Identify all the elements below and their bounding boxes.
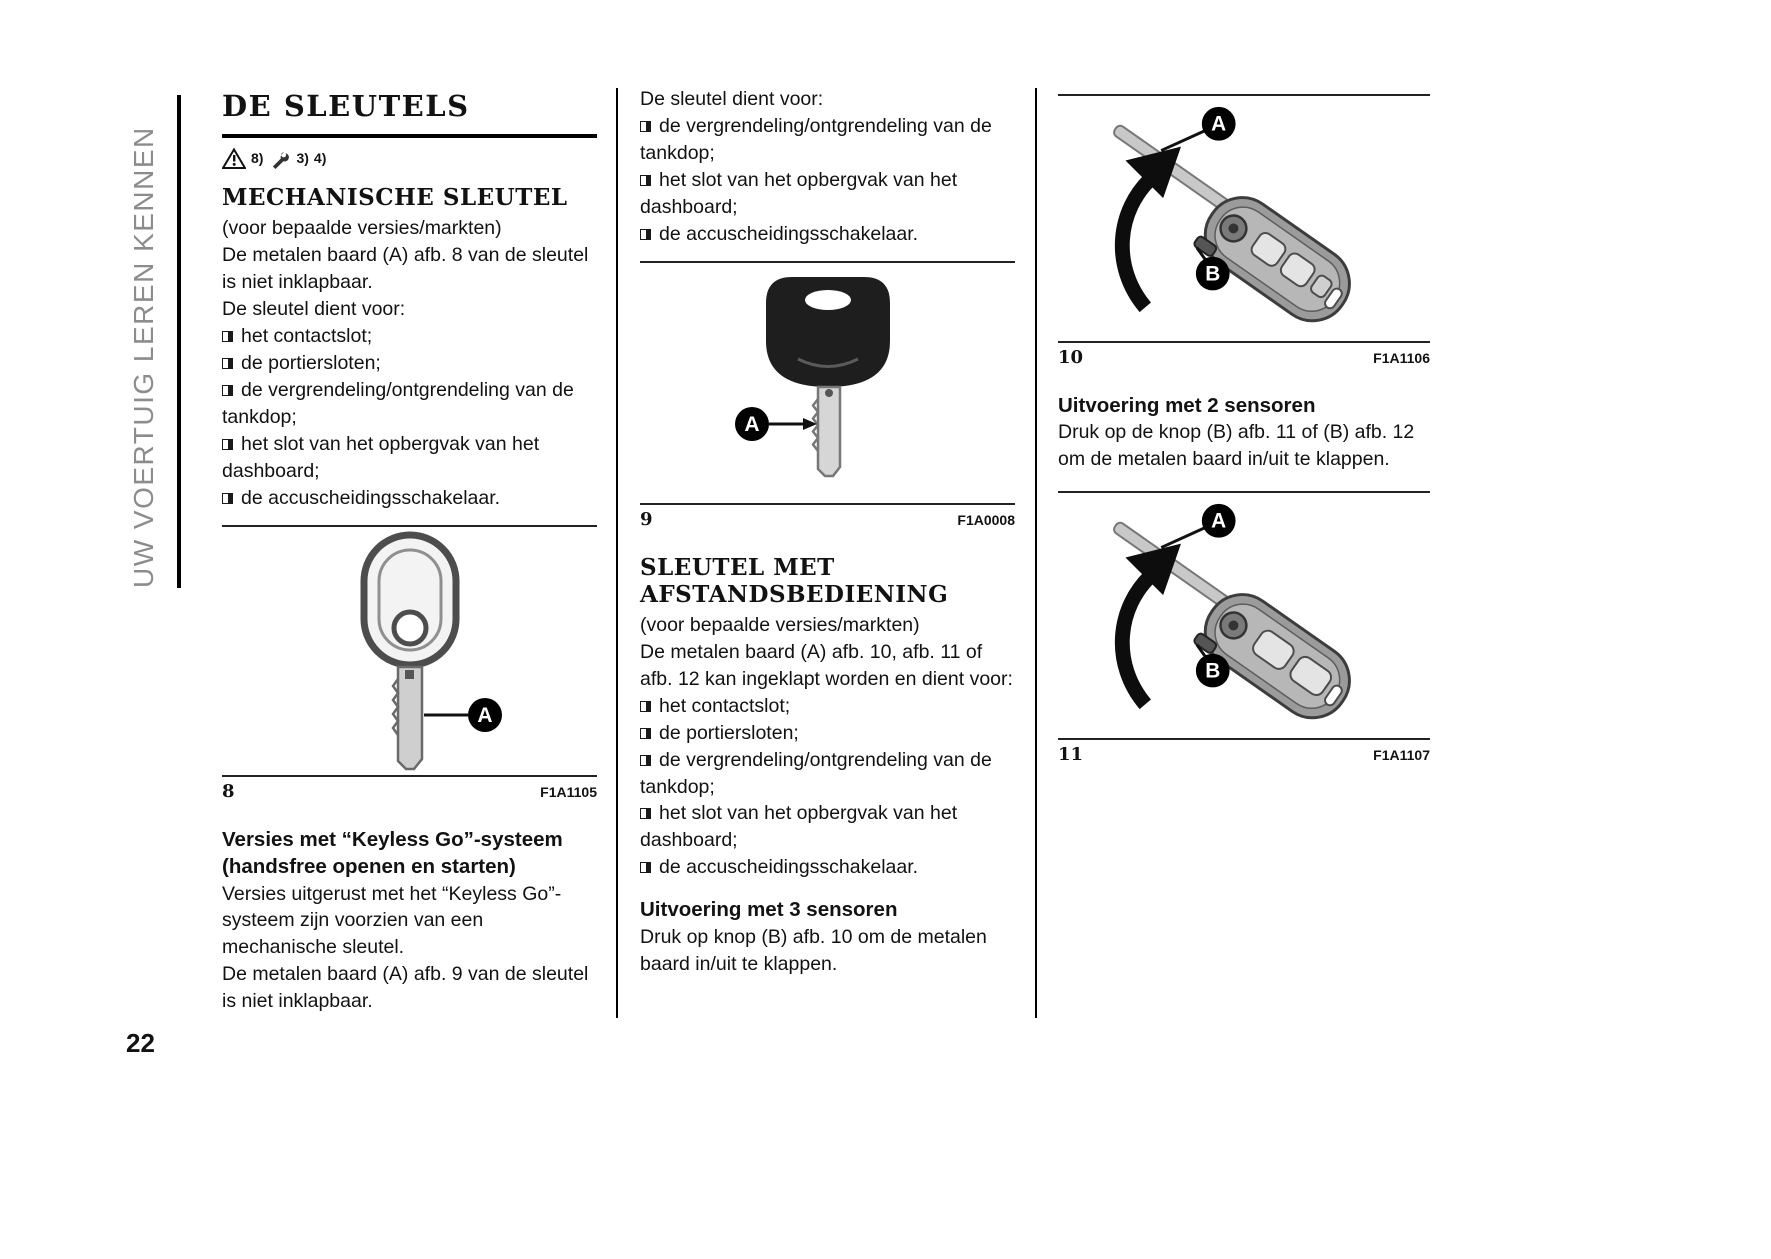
warning-triangle-icon xyxy=(222,148,246,169)
market-note: (voor bepaalde versies/markten) xyxy=(222,217,502,240)
square-bullet-icon xyxy=(222,385,233,396)
sidebar-vertical-rule xyxy=(177,95,181,588)
list-item xyxy=(222,350,597,377)
square-bullet-icon xyxy=(640,229,651,240)
figure-code: F1A1107 xyxy=(1373,747,1430,764)
wrench-icon xyxy=(268,149,291,169)
figure-caption xyxy=(1058,740,1430,768)
square-bullet-icon xyxy=(640,175,651,186)
figure-code: F1A0008 xyxy=(957,512,1015,529)
paragraph: De sleutel dient voor: xyxy=(222,298,406,321)
list-item xyxy=(640,167,1015,221)
figure-9 xyxy=(640,261,1015,533)
warning-ref-number: 4) xyxy=(313,149,327,166)
key-blade xyxy=(818,387,840,476)
figure-8-key-illustration xyxy=(222,527,597,775)
key-functions-list xyxy=(640,113,1015,248)
flip-arrow xyxy=(1122,176,1153,307)
label-a-leader-line xyxy=(1161,528,1205,548)
column-1 xyxy=(222,86,597,1015)
flip-arrow xyxy=(1122,574,1153,705)
paragraph: Versies uitgerust met het “Keyless Go”-systeem zijn voorzien van een mechanische sleutel. xyxy=(222,882,562,959)
square-bullet-icon xyxy=(640,728,651,739)
square-bullet-icon xyxy=(222,331,233,342)
warning-ref-number: 3) xyxy=(296,149,309,166)
subsection-heading: SLEUTEL MET AFSTANDSBEDIENING xyxy=(640,554,949,608)
list-item xyxy=(640,854,1015,881)
square-bullet-icon xyxy=(640,808,651,819)
list-item-text: het slot van het opbergvak van het dashboard; xyxy=(640,168,958,218)
paragraph: De sleutel dient voor: xyxy=(640,88,824,110)
page-number: 22 xyxy=(126,1028,155,1058)
section-title: DE SLEUTELS xyxy=(222,86,597,138)
list-item xyxy=(640,800,1015,854)
figure-label-a: A xyxy=(744,413,760,437)
market-note: (voor bepaalde versies/markten) xyxy=(640,614,920,637)
figure-number: 11 xyxy=(1058,744,1084,766)
list-item xyxy=(640,720,1015,747)
list-item-text: de vergrendeling/ontgrendeling van de tankdop; xyxy=(640,748,992,798)
figure-10-key-illustration xyxy=(1058,96,1430,341)
chapter-sidebar-label: UW VOERTUIG LEREN KENNEN xyxy=(128,126,159,588)
figure-11-key-illustration xyxy=(1058,493,1430,738)
square-bullet-icon xyxy=(222,493,233,504)
list-item xyxy=(222,323,597,350)
three-sensor-heading: Uitvoering met 3 sensoren xyxy=(640,898,898,922)
list-item-text: het slot van het opbergvak van het dashboard; xyxy=(222,432,540,482)
column-3 xyxy=(1058,86,1430,768)
figure-code: F1A1106 xyxy=(1373,350,1430,366)
list-item-text: de portiersloten; xyxy=(659,721,799,744)
list-item-text: de portiersloten; xyxy=(241,351,381,374)
figure-number: 10 xyxy=(1058,347,1084,368)
figure-label-a: A xyxy=(1211,112,1227,136)
figure-label-a: A xyxy=(1211,509,1227,533)
warning-ref-number: 8) xyxy=(251,149,264,166)
key-functions-list xyxy=(640,693,1015,881)
list-item-text: de vergrendeling/ontgrendeling van de tankdop; xyxy=(222,378,574,428)
list-item xyxy=(640,747,1015,801)
paragraph: De metalen baard (A) afb. 8 van de sleutel is niet inklapbaar. xyxy=(222,244,589,294)
column-2 xyxy=(640,86,1015,978)
figure-number: 9 xyxy=(640,509,653,531)
list-item-text: de accuscheidingsschakelaar. xyxy=(241,486,501,509)
figure-8 xyxy=(222,525,597,805)
figure-label-a: A xyxy=(477,704,493,728)
paragraph: De metalen baard (A) afb. 9 van de sleutel is niet inklapbaar. xyxy=(222,963,589,1013)
figure-10 xyxy=(1058,94,1430,371)
square-bullet-icon xyxy=(640,755,651,766)
figure-caption xyxy=(222,777,597,805)
figure-caption xyxy=(1058,343,1430,371)
square-bullet-icon xyxy=(640,862,651,873)
list-item-text: de vergrendeling/ontgrendeling van de tankdop; xyxy=(640,114,992,164)
list-item-text: de accuscheidingsschakelaar. xyxy=(659,222,919,245)
square-bullet-icon xyxy=(222,358,233,369)
paragraph: Druk op de knop (B) afb. 11 of (B) afb. 12 om de metalen baard in/uit te klappen. xyxy=(1058,421,1415,471)
figure-caption xyxy=(640,505,1015,533)
figure-label-b: B xyxy=(1205,262,1221,286)
warning-references-row xyxy=(222,148,597,169)
key-functions-list xyxy=(222,323,597,511)
square-bullet-icon xyxy=(640,121,651,132)
label-a-leader-line xyxy=(1161,131,1205,151)
key-blade xyxy=(398,667,422,769)
list-item xyxy=(222,431,597,485)
paragraph: De metalen baard (A) afb. 10, afb. 11 of afb. 12 kan ingeklapt worden en dient voor: xyxy=(640,641,1013,690)
list-item xyxy=(640,221,1015,248)
square-bullet-icon xyxy=(640,701,651,712)
subsection-heading: MECHANISCHE SLEUTEL xyxy=(222,184,568,212)
two-sensor-heading: Uitvoering met 2 sensoren xyxy=(1058,393,1316,417)
column-divider-1 xyxy=(616,88,618,1018)
paragraph: Druk op knop (B) afb. 10 om de metalen baard in/uit te klappen. xyxy=(640,925,987,975)
keyless-go-heading: Versies met “Keyless Go”-systeem (handsfree openen en starten) xyxy=(222,828,563,878)
figure-11 xyxy=(1058,491,1430,768)
column-divider-2 xyxy=(1035,88,1037,1018)
list-item-text: het contactslot; xyxy=(241,325,373,348)
figure-code: F1A1105 xyxy=(540,784,597,801)
figure-number: 8 xyxy=(222,781,235,803)
figure-label-b: B xyxy=(1205,659,1221,683)
list-item-text: het slot van het opbergvak van het dashboard; xyxy=(640,802,958,852)
list-item-text: de accuscheidingsschakelaar. xyxy=(659,856,919,879)
list-item xyxy=(640,693,1015,720)
list-item xyxy=(222,377,597,431)
figure-9-key-illustration xyxy=(640,263,1015,503)
list-item-text: het contactslot; xyxy=(659,694,791,717)
square-bullet-icon xyxy=(222,439,233,450)
list-item xyxy=(640,113,1015,167)
list-item xyxy=(222,485,597,512)
